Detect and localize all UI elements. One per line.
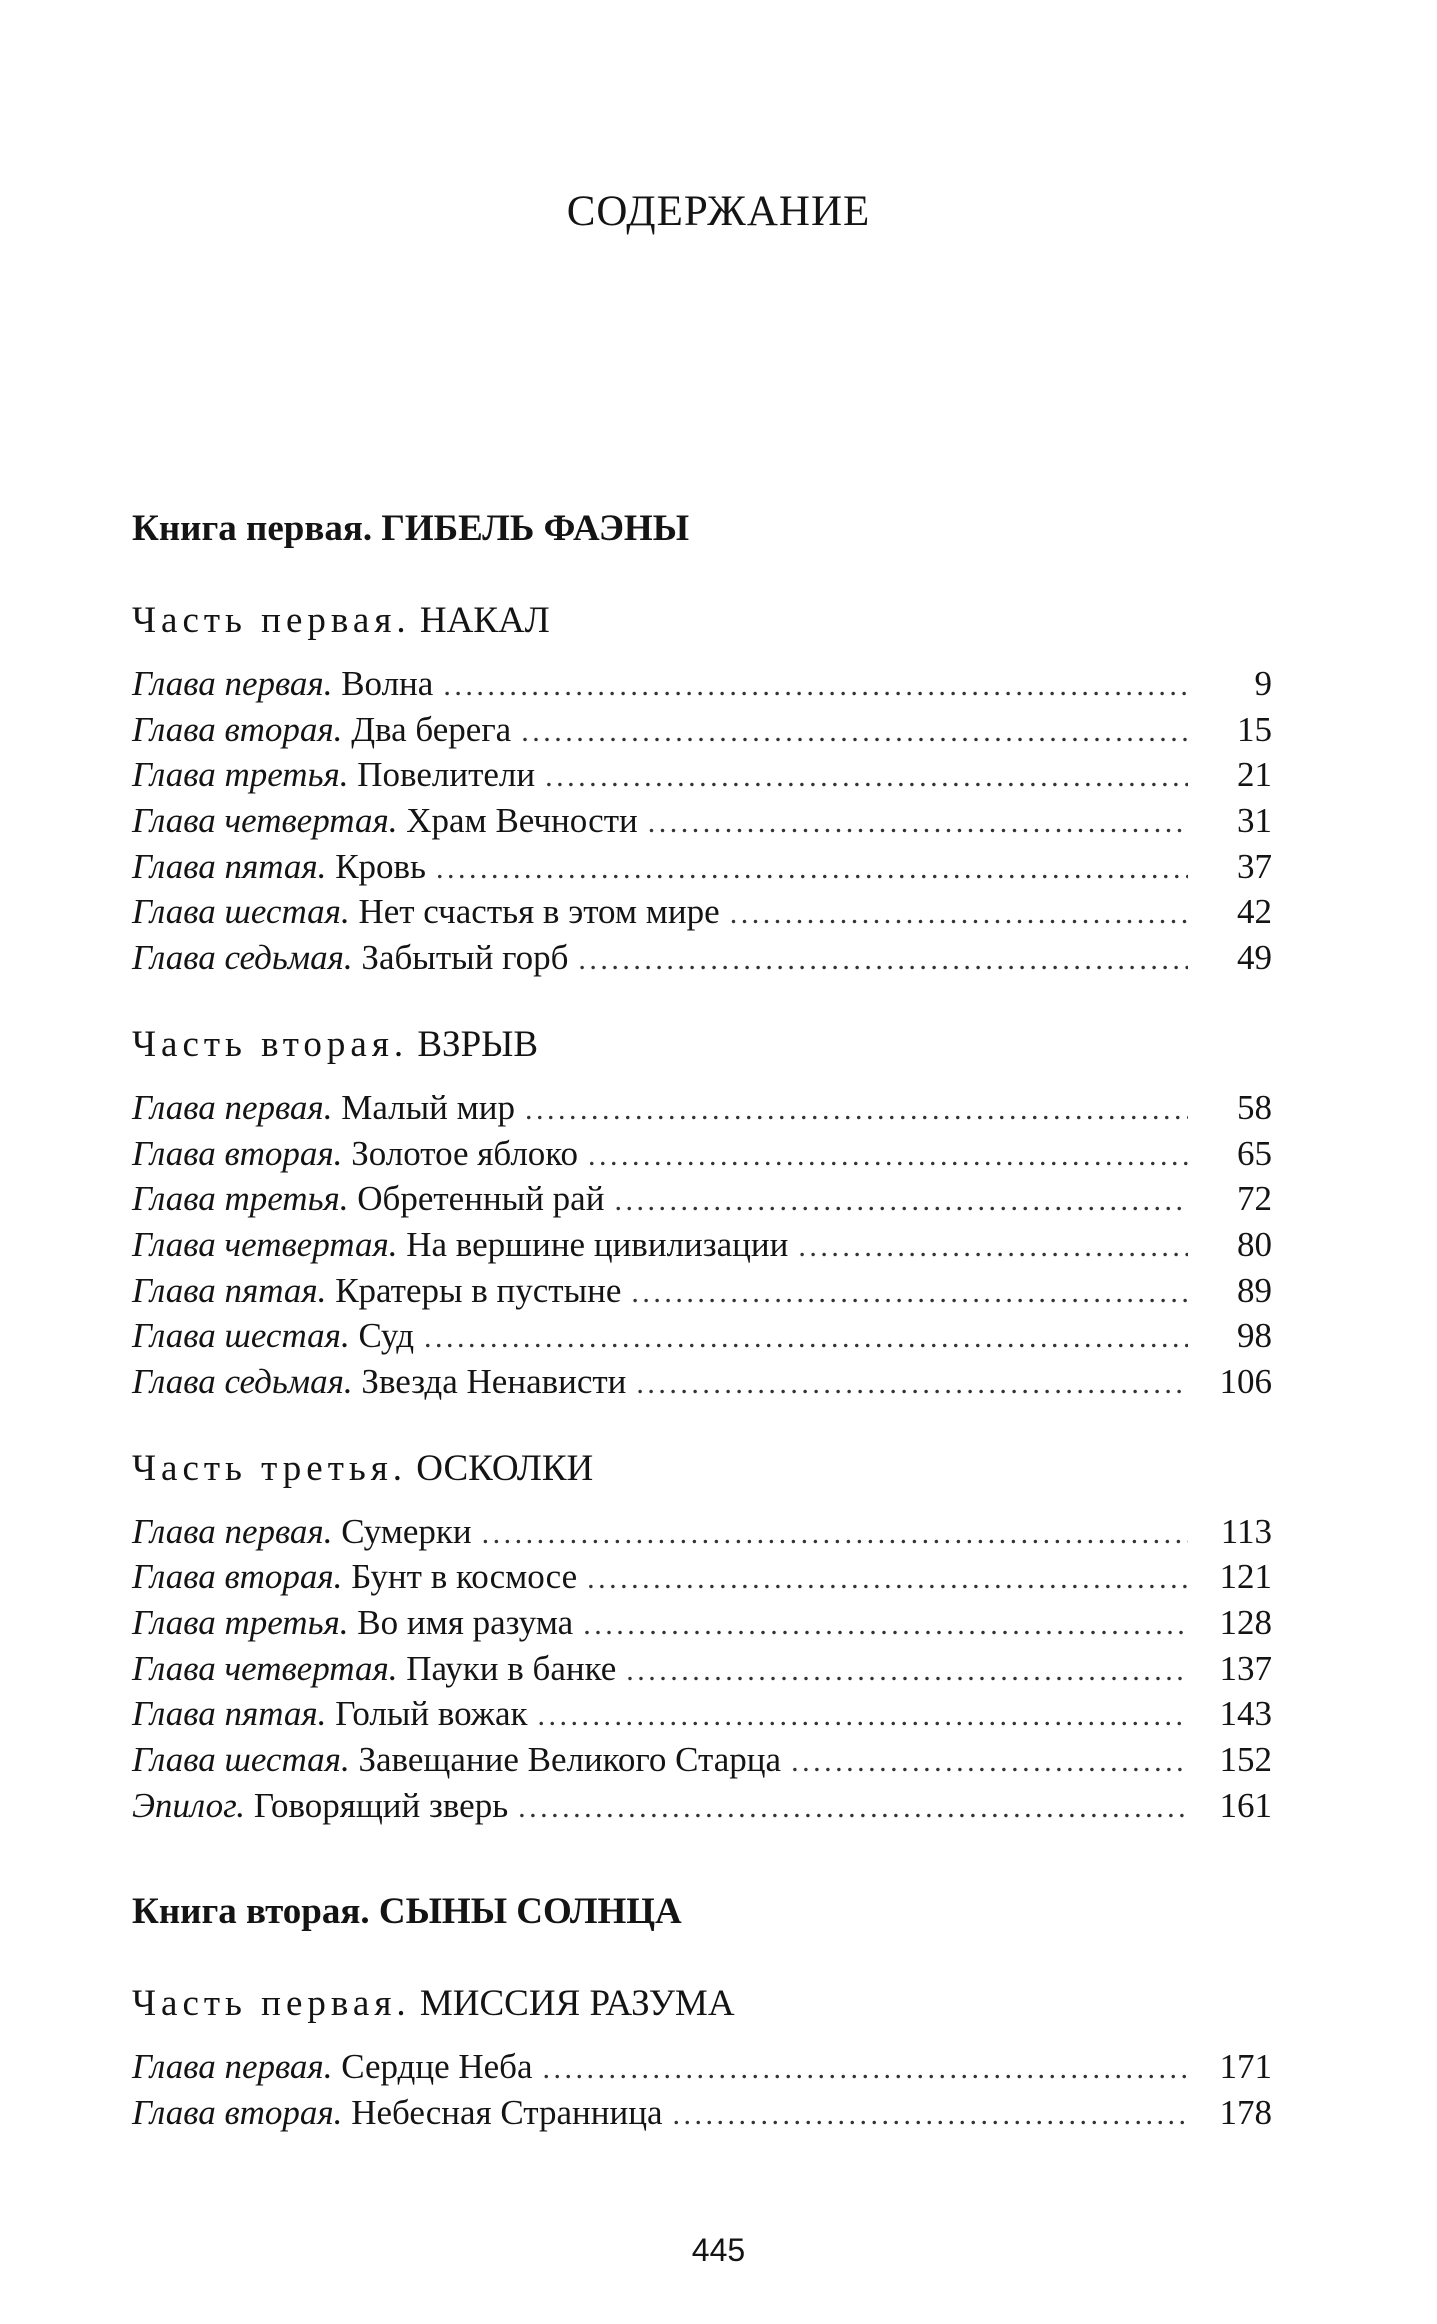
page-title: СОДЕРЖАНИЕ bbox=[566, 187, 871, 235]
chapter-label: Глава шестая. bbox=[132, 1316, 350, 1356]
dot-leader bbox=[673, 2092, 1189, 2138]
chapter-label: Глава вторая. bbox=[132, 2093, 343, 2133]
chapter-heading bbox=[132, 935, 568, 981]
chapter-heading bbox=[132, 889, 720, 935]
dot-leader bbox=[798, 1224, 1188, 1270]
chapter-page-number: 152 bbox=[1219, 1740, 1272, 1780]
toc-entry bbox=[132, 1554, 1272, 1600]
toc-entry bbox=[132, 752, 1272, 798]
chapter-label: Глава шестая. bbox=[132, 892, 350, 932]
chapter-heading bbox=[132, 1085, 515, 1131]
chapter-name: Завещание Великого Старца bbox=[358, 1740, 782, 1780]
chapter-heading bbox=[132, 798, 638, 844]
toc-entry bbox=[132, 661, 1272, 707]
dot-leader bbox=[543, 2046, 1188, 2092]
chapter-heading bbox=[132, 1131, 578, 1177]
chapter-label: Глава седьмая. bbox=[132, 938, 353, 978]
toc-entry bbox=[132, 1313, 1272, 1359]
part-label: Часть первая. bbox=[132, 600, 411, 641]
chapter-label: Глава первая. bbox=[132, 1511, 333, 1551]
chapter-heading bbox=[132, 1737, 781, 1783]
dot-leader bbox=[537, 1693, 1188, 1739]
book-section bbox=[132, 1886, 1272, 2135]
chapter-label: Глава пятая. bbox=[132, 1270, 327, 1310]
dot-leader bbox=[518, 1785, 1188, 1831]
chapter-page-number: 21 bbox=[1237, 755, 1272, 795]
book-title: Книга вторая. СЫНЫ СОЛНЦА bbox=[132, 1891, 682, 1933]
chapter-page-number: 113 bbox=[1220, 1511, 1272, 1551]
chapter-heading bbox=[132, 2044, 533, 2090]
toc-entry bbox=[132, 1509, 1272, 1555]
part-name: ВЗРЫВ bbox=[417, 1023, 539, 1065]
chapter-label: Эпилог. bbox=[132, 1785, 246, 1825]
dot-leader bbox=[791, 1739, 1188, 1785]
part-label: Часть вторая. bbox=[132, 1023, 409, 1065]
toc-entry bbox=[132, 935, 1272, 981]
part-title bbox=[132, 1019, 1272, 1071]
part-title bbox=[132, 595, 1272, 647]
dot-leader bbox=[636, 1361, 1188, 1407]
toc-entry bbox=[132, 1646, 1272, 1692]
chapter-page-number: 80 bbox=[1237, 1224, 1272, 1264]
chapter-name: Пауки в банке bbox=[406, 1648, 617, 1688]
chapter-heading bbox=[132, 661, 433, 707]
chapter-page-number: 72 bbox=[1237, 1179, 1272, 1219]
chapter-name: Говорящий зверь bbox=[253, 1785, 509, 1825]
chapter-name: Обретенный рай bbox=[357, 1179, 605, 1219]
chapter-name: Золотое яблоко bbox=[351, 1133, 579, 1173]
chapter-page-number: 161 bbox=[1219, 1785, 1272, 1825]
table-of-contents bbox=[132, 503, 1272, 2136]
chapter-page-number: 37 bbox=[1237, 846, 1272, 886]
book-title: Книга первая. ГИБЕЛЬ ФАЭНЫ bbox=[132, 508, 690, 549]
chapter-page-number: 178 bbox=[1219, 2093, 1272, 2133]
chapter-label: Глава шестая. bbox=[132, 1740, 350, 1780]
part-section bbox=[132, 1978, 1272, 2135]
chapter-page-number: 98 bbox=[1237, 1316, 1272, 1356]
toc-entry bbox=[132, 1268, 1272, 1314]
chapter-label: Глава четвертая. bbox=[132, 801, 398, 841]
part-name: ОСКОЛКИ bbox=[416, 1447, 594, 1489]
chapter-list bbox=[132, 2044, 1272, 2135]
part-name: МИССИЯ РАЗУМА bbox=[419, 1983, 735, 2025]
chapter-label: Глава первая. bbox=[132, 664, 333, 703]
dot-leader bbox=[578, 937, 1188, 983]
dot-leader bbox=[545, 754, 1188, 800]
toc-entry bbox=[132, 1600, 1272, 1646]
toc-entry bbox=[132, 1131, 1272, 1177]
chapter-page-number: 49 bbox=[1237, 938, 1272, 978]
dot-leader bbox=[424, 1315, 1188, 1361]
part-section bbox=[132, 595, 1272, 981]
dot-leader bbox=[583, 1602, 1188, 1648]
part-name: НАКАЛ bbox=[419, 600, 550, 641]
toc-entry bbox=[132, 1222, 1272, 1268]
chapter-heading bbox=[132, 844, 426, 890]
chapter-list bbox=[132, 661, 1272, 981]
chapter-label: Глава вторая. bbox=[132, 1133, 343, 1173]
chapter-list bbox=[132, 1509, 1272, 1829]
chapter-heading bbox=[132, 1509, 472, 1555]
page-number: 445 bbox=[691, 2232, 746, 2268]
chapter-label: Глава пятая. bbox=[132, 846, 327, 886]
toc-entry bbox=[132, 707, 1272, 753]
chapter-name: Нет счастья в этом мире bbox=[358, 892, 720, 932]
dot-leader bbox=[525, 1087, 1188, 1133]
part-label: Часть третья. bbox=[132, 1447, 408, 1489]
chapter-name: Бунт в космосе bbox=[351, 1557, 578, 1597]
chapter-heading bbox=[132, 752, 535, 798]
chapter-page-number: 143 bbox=[1219, 1694, 1272, 1734]
chapter-label: Глава вторая. bbox=[132, 709, 343, 749]
chapter-page-number: 128 bbox=[1219, 1603, 1272, 1642]
chapter-heading bbox=[132, 1691, 527, 1737]
chapter-page-number: 89 bbox=[1237, 1270, 1272, 1310]
chapter-name: Голый вожак bbox=[335, 1694, 528, 1734]
dot-leader bbox=[482, 1511, 1188, 1557]
dot-leader bbox=[521, 709, 1188, 755]
part-section bbox=[132, 1443, 1272, 1829]
toc-entry bbox=[132, 1737, 1272, 1783]
dot-leader bbox=[626, 1648, 1188, 1694]
chapter-name: Звезда Ненависти bbox=[361, 1361, 627, 1401]
chapter-label: Глава пятая. bbox=[132, 1694, 327, 1734]
part-label: Часть первая. bbox=[132, 1983, 411, 2025]
chapter-name: Малый мир bbox=[341, 1087, 516, 1127]
book-section bbox=[132, 503, 1272, 1828]
chapter-heading bbox=[132, 2090, 663, 2136]
dot-leader bbox=[730, 891, 1188, 937]
part-title bbox=[132, 1443, 1272, 1495]
chapter-page-number: 9 bbox=[1254, 664, 1272, 703]
toc-entry bbox=[132, 889, 1272, 935]
chapter-heading bbox=[132, 707, 511, 753]
chapter-name: Небесная Странница bbox=[351, 2093, 663, 2133]
chapter-name: Во имя разума bbox=[357, 1603, 574, 1642]
chapter-label: Глава третья. bbox=[132, 1603, 349, 1642]
toc-entry bbox=[132, 2090, 1272, 2136]
dot-leader bbox=[443, 663, 1188, 709]
toc-entry bbox=[132, 1691, 1272, 1737]
chapter-page-number: 171 bbox=[1219, 2047, 1272, 2087]
chapter-heading bbox=[132, 1176, 604, 1222]
dot-leader bbox=[614, 1178, 1188, 1224]
chapter-heading bbox=[132, 1646, 616, 1692]
chapter-label: Глава третья. bbox=[132, 755, 349, 795]
chapter-label: Глава четвертая. bbox=[132, 1648, 398, 1688]
chapter-label: Глава четвертая. bbox=[132, 1224, 398, 1264]
chapter-list bbox=[132, 1085, 1272, 1405]
chapter-page-number: 31 bbox=[1237, 801, 1272, 841]
chapter-page-number: 106 bbox=[1219, 1361, 1272, 1401]
dot-leader bbox=[436, 846, 1188, 892]
chapter-name: Повелители bbox=[357, 755, 536, 795]
chapter-page-number: 42 bbox=[1237, 892, 1272, 932]
toc-entry bbox=[132, 1359, 1272, 1405]
chapter-page-number: 58 bbox=[1237, 1087, 1272, 1127]
chapter-heading bbox=[132, 1554, 577, 1600]
chapter-name: На вершине цивилизации bbox=[406, 1224, 789, 1264]
chapter-label: Глава вторая. bbox=[132, 1557, 343, 1597]
chapter-page-number: 65 bbox=[1237, 1133, 1272, 1173]
chapter-heading bbox=[132, 1359, 626, 1405]
dot-leader bbox=[588, 1133, 1188, 1179]
chapter-label: Глава первая. bbox=[132, 1087, 333, 1127]
chapter-name: Кровь bbox=[335, 846, 427, 886]
part-title bbox=[132, 1978, 1272, 2030]
dot-leader bbox=[587, 1556, 1188, 1602]
part-section bbox=[132, 1019, 1272, 1405]
chapter-label: Глава первая. bbox=[132, 2047, 333, 2087]
chapter-name: Два берега bbox=[351, 709, 512, 749]
toc-entry bbox=[132, 2044, 1272, 2090]
chapter-page-number: 137 bbox=[1219, 1648, 1272, 1688]
chapter-name: Храм Вечности bbox=[406, 801, 638, 841]
toc-entry bbox=[132, 1176, 1272, 1222]
chapter-heading bbox=[132, 1268, 621, 1314]
chapter-heading bbox=[132, 1222, 788, 1268]
chapter-name: Кратеры в пустыне bbox=[335, 1270, 622, 1310]
dot-leader bbox=[631, 1270, 1188, 1316]
chapter-name: Волна bbox=[341, 664, 434, 703]
chapter-heading bbox=[132, 1313, 414, 1359]
chapter-heading bbox=[132, 1600, 573, 1646]
dot-leader bbox=[648, 800, 1188, 846]
toc-entry bbox=[132, 844, 1272, 890]
chapter-label: Глава третья. bbox=[132, 1179, 349, 1219]
chapter-page-number: 121 bbox=[1219, 1557, 1272, 1597]
toc-entry bbox=[132, 798, 1272, 844]
chapter-heading bbox=[132, 1783, 508, 1829]
chapter-label: Глава седьмая. bbox=[132, 1361, 353, 1401]
toc-entry bbox=[132, 1085, 1272, 1131]
toc-entry bbox=[132, 1783, 1272, 1829]
chapter-page-number: 15 bbox=[1237, 709, 1272, 749]
chapter-name: Суд bbox=[358, 1316, 415, 1356]
chapter-name: Сумерки bbox=[341, 1511, 472, 1551]
chapter-name: Забытый горб bbox=[361, 938, 569, 978]
chapter-name: Сердце Неба bbox=[341, 2047, 533, 2087]
